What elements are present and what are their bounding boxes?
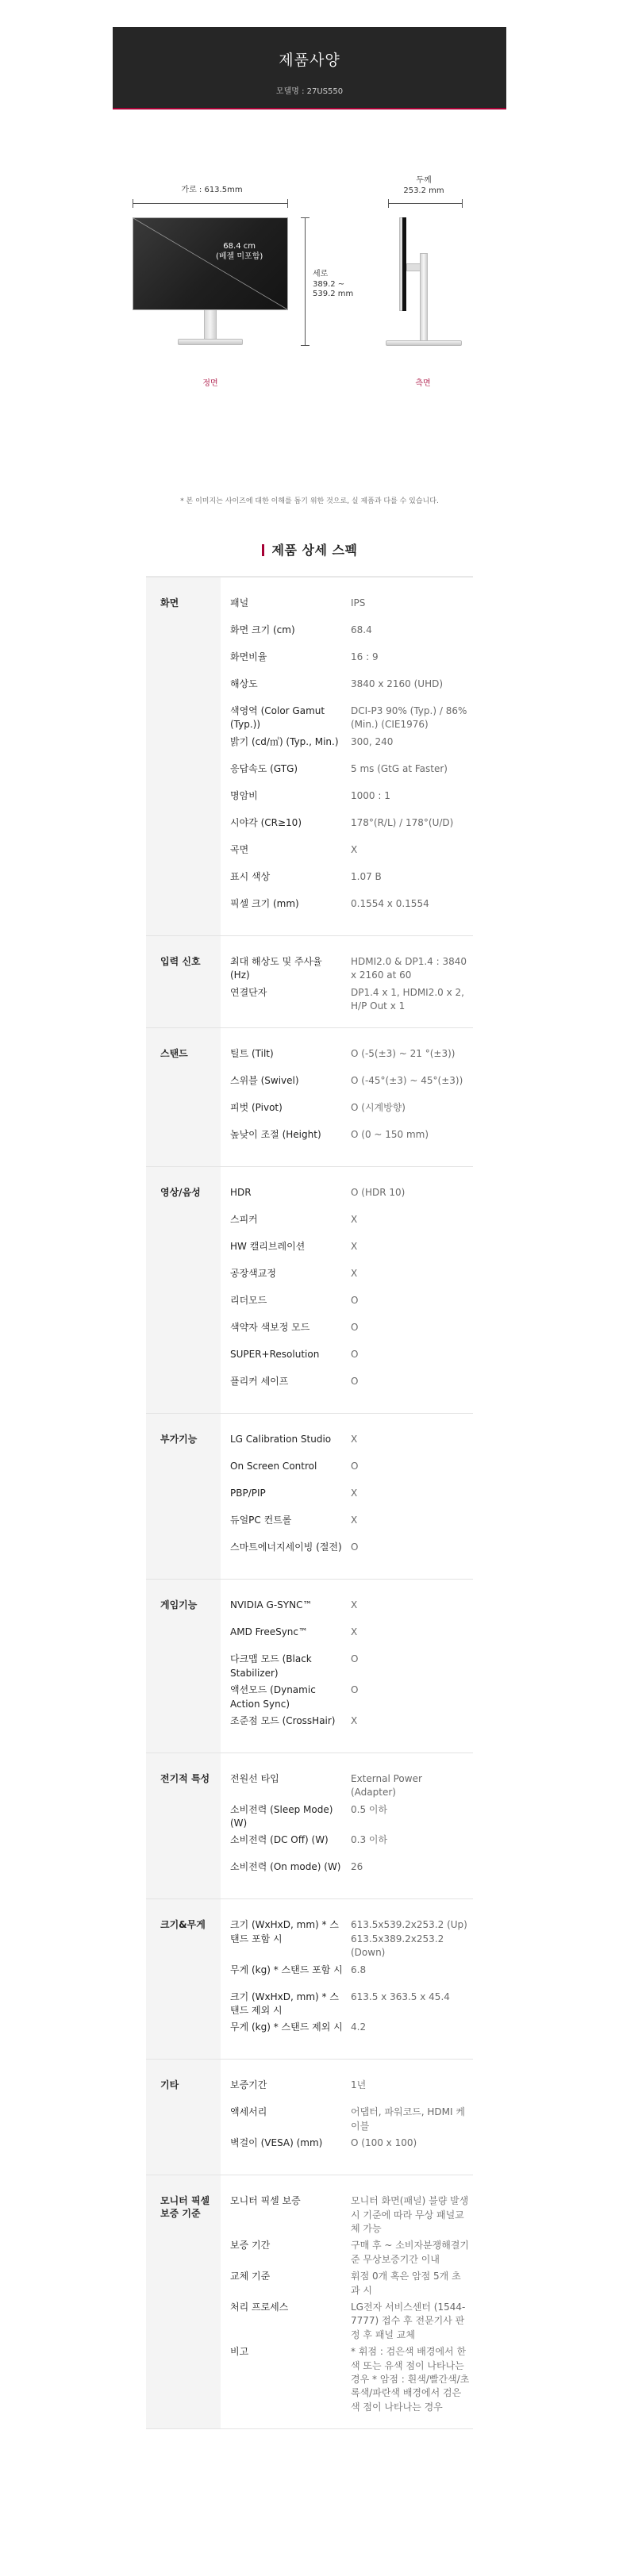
spec-row — [230, 1800, 473, 1831]
spec-row — [230, 813, 473, 840]
spec-key: 화면비율 — [230, 651, 267, 662]
spec-value: O — [351, 1349, 359, 1361]
spec-value: O (-5(±3) ~ 21 °(±3)) — [351, 1048, 456, 1060]
spec-value: 4.2 — [351, 2021, 367, 2033]
spec-row — [230, 1291, 473, 1318]
spec-value: O — [351, 1684, 359, 1696]
spec-row — [230, 1430, 473, 1457]
spec-section-body — [221, 1580, 473, 1753]
spec-value: 구매 후 ~ 소비자분쟁해결기준 무상보증기간 이내 — [351, 2240, 470, 2265]
spec-value: 68.4 — [351, 624, 372, 635]
spec-value: X — [351, 1268, 358, 1280]
spec-key: 화면 크기 (cm) — [230, 624, 295, 635]
spec-value: DP1.4 x 1, HDMI2.0 x 2, H/P Out x 1 — [351, 986, 464, 1012]
spec-key: 명암비 — [230, 789, 258, 801]
spec-row — [230, 732, 473, 759]
spec-key: 높낮이 조절 (Height) — [230, 1129, 321, 1141]
width-tick-right — [287, 199, 288, 208]
depth-label-line1: 두께 — [416, 176, 432, 185]
spec-section-label: 전기적 특성 — [146, 1753, 221, 1899]
spec-key: 피벗 (Pivot) — [230, 1102, 283, 1114]
spec-section-label: 크기&무게 — [146, 1899, 221, 2059]
spec-row — [230, 1538, 473, 1564]
spec-key: 스마트에너지세이빙 (절전) — [230, 1541, 342, 1553]
spec-value: X — [351, 1488, 358, 1499]
spec-key: LG Calibration Studio — [230, 1434, 332, 1445]
spec-value: * 휘점 : 검은색 배경에서 한색 또는 유색 점이 나타나는 경우 * 암점 : 흰색/빨간색/초록색/파란색 배경에서 검은색 점이 나타나는 경우 — [351, 2346, 470, 2413]
spec-key: 픽셀 크기 (mm) — [230, 897, 299, 909]
model-name: 모델명 : 27US550 — [275, 87, 344, 96]
spec-section-body — [221, 936, 473, 1028]
spec-value: External Power (Adapter) — [351, 1772, 422, 1799]
spec-row — [230, 1857, 473, 1884]
spec-table — [146, 576, 473, 2429]
side-stand-base — [386, 340, 462, 346]
height-tick-bottom — [301, 345, 310, 346]
spec-row — [230, 2191, 473, 2236]
spec-key: 소비전력 (On mode) (W) — [230, 1861, 341, 1873]
spec-section-body — [221, 2060, 473, 2175]
page-title: 제품사양 — [279, 52, 340, 69]
spec-section — [146, 1753, 473, 1900]
spec-key: 최대 해상도 및 주사율 (Hz) — [230, 955, 322, 981]
spec-row — [230, 1711, 473, 1738]
spec-value: O (-45°(±3) ~ 45°(±3)) — [351, 1075, 463, 1087]
spec-value: O (100 x 100) — [351, 2137, 417, 2149]
spec-key: PBP/PIP — [230, 1488, 266, 1499]
spec-section-body — [221, 2175, 473, 2428]
spec-row — [230, 1830, 473, 1857]
spec-value: O — [351, 1322, 359, 1334]
spec-value: O — [351, 1461, 359, 1472]
spec-key: 밝기 (cd/㎡) (Typ., Min.) — [230, 735, 339, 747]
spec-row — [230, 2017, 473, 2044]
spec-key: NVIDIA G-SYNC™ — [230, 1599, 313, 1611]
spec-row — [230, 1987, 473, 2018]
depth-tick-left — [388, 199, 389, 208]
spec-key: 시야각 (CR≥10) — [230, 816, 302, 828]
spec-key: 무게 (kg) * 스탠드 제외 시 — [230, 2021, 343, 2033]
spec-row — [230, 1622, 473, 1649]
spec-key: 비고 — [230, 2346, 249, 2358]
spec-value: X — [351, 1599, 358, 1611]
spec-key: On Screen Control — [230, 1461, 317, 1472]
spec-section — [146, 1028, 473, 1167]
spec-row — [230, 1372, 473, 1399]
spec-key: 모니터 픽셀 보증 — [230, 2195, 301, 2207]
spec-key: AMD FreeSync™ — [230, 1626, 309, 1638]
spec-section-body — [221, 1167, 473, 1413]
spec-row — [230, 1071, 473, 1098]
spec-section-label: 스탠드 — [146, 1028, 221, 1166]
spec-section — [146, 1414, 473, 1580]
spec-section — [146, 1580, 473, 1753]
spec-key: 색영역 (Color Gamut (Typ.)) — [230, 705, 325, 731]
spec-row — [230, 1264, 473, 1291]
spec-section-body — [221, 578, 473, 935]
spec-title-text: 제품 상세 스펙 — [271, 543, 358, 558]
spec-row — [230, 593, 473, 620]
spec-value: DCI-P3 90% (Typ.) / 86% (Min.) (CIE1976) — [351, 705, 467, 731]
spec-value: 6.8 — [351, 1964, 367, 1975]
spec-value: X — [351, 1626, 358, 1638]
side-stand-arm — [406, 263, 421, 271]
spec-value: O (시계방향) — [351, 1102, 406, 1114]
spec-row — [230, 1183, 473, 1210]
spec-section — [146, 578, 473, 936]
spec-row — [230, 1680, 473, 1711]
spec-value: O (HDR 10) — [351, 1187, 406, 1199]
spec-key: 무게 (kg) * 스탠드 포함 시 — [230, 1964, 343, 1975]
spec-value: 613.5x539.2x253.2 (Up) 613.5x389.2x253.2 (Down) — [351, 1919, 467, 1959]
spec-row — [230, 2075, 473, 2102]
depth-dimension-line — [388, 203, 463, 204]
spec-value: 모니터 화면(패널) 불량 발생 시 기준에 따라 무상 패널교체 가능 — [351, 2195, 469, 2234]
depth-label-line2: 253.2 mm — [403, 186, 444, 195]
spec-section — [146, 1899, 473, 2060]
spec-key: 곡면 — [230, 843, 249, 855]
spec-row — [230, 1044, 473, 1071]
spec-row — [230, 1125, 473, 1152]
image-disclaimer: * 본 이미지는 사이즈에 대한 이해를 돕기 위한 것으로, 실 제품과 다를 수 있습니다. — [180, 497, 439, 505]
spec-row — [230, 2133, 473, 2160]
spec-value: 1년 — [351, 2079, 367, 2091]
spec-value: 1.07 B — [351, 870, 382, 882]
spec-value: LG전자 서비스센터 (1544-7777) 접수 후 전문기사 판정 후 패널 교체 — [351, 2301, 466, 2340]
spec-key: 스피커 — [230, 1214, 258, 1226]
spec-row — [230, 647, 473, 674]
screen-size-note: (베젤 미포함) — [216, 252, 263, 261]
spec-key: 공장색교정 — [230, 1268, 276, 1280]
side-stand-neck — [420, 253, 428, 342]
spec-section-body — [221, 1414, 473, 1579]
spec-section — [146, 936, 473, 1029]
height-label — [313, 270, 353, 300]
spec-value: HDMI2.0 & DP1.4 : 3840 x 2160 at 60 — [351, 955, 467, 981]
spec-value: 0.5 이하 — [351, 1803, 388, 1815]
spec-row — [230, 1457, 473, 1484]
spec-key: 벽걸이 (VESA) (mm) — [230, 2137, 323, 2149]
spec-key: 듀얼PC 컨트롤 — [230, 1515, 292, 1526]
spec-section-label: 입력 신호 — [146, 936, 221, 1028]
spec-section-body — [221, 1899, 473, 2059]
spec-section — [146, 2175, 473, 2429]
spec-row — [230, 1649, 473, 1680]
spec-row — [230, 1345, 473, 1372]
title-accent-bar — [262, 544, 264, 556]
spec-key: 소비전력 (Sleep Mode) (W) — [230, 1803, 333, 1829]
side-view-label: 측면 — [415, 379, 431, 388]
spec-row — [230, 983, 473, 1014]
spec-row — [230, 2342, 473, 2414]
spec-key: 표시 색상 — [230, 870, 271, 882]
spec-key: SUPER+Resolution — [230, 1349, 320, 1361]
front-monitor-image — [133, 217, 288, 310]
spec-value: X — [351, 1714, 358, 1726]
depth-label — [392, 176, 456, 196]
spec-key: 리더모드 — [230, 1295, 267, 1307]
spec-value: O — [351, 1295, 359, 1307]
spec-key: 패널 — [230, 597, 249, 608]
spec-section-body — [221, 1028, 473, 1166]
spec-section-label: 영상/음성 — [146, 1167, 221, 1413]
spec-key: HDR — [230, 1187, 252, 1199]
spec-key: 보증기간 — [230, 2079, 267, 2091]
spec-row — [230, 1915, 473, 1960]
spec-key: 해상도 — [230, 678, 258, 689]
front-stand-base — [178, 339, 243, 345]
spec-row — [230, 2267, 473, 2298]
spec-value: X — [351, 1214, 358, 1226]
spec-row — [230, 2102, 473, 2133]
spec-section-body — [221, 1753, 473, 1899]
spec-row — [230, 1210, 473, 1237]
spec-row — [230, 620, 473, 647]
spec-key: 처리 프로세스 — [230, 2301, 289, 2313]
spec-key: 연결단자 — [230, 986, 267, 998]
height-tick-top — [301, 217, 310, 218]
height-label-line1: 세로 — [313, 270, 329, 278]
spec-value: 300, 240 — [351, 735, 394, 747]
spec-value: 3840 x 2160 (UHD) — [351, 678, 444, 689]
spec-section-label: 화면 — [146, 578, 221, 935]
height-label-line3: 539.2 mm — [313, 290, 354, 298]
spec-section — [146, 1167, 473, 1414]
width-label: 가로 : 613.5mm — [181, 186, 243, 194]
spec-value: 178°(R/L) / 178°(U/D) — [351, 816, 454, 828]
depth-tick-right — [462, 199, 463, 208]
spec-section-label: 게임기능 — [146, 1580, 221, 1753]
height-dimension-line — [305, 217, 306, 346]
spec-row — [230, 1484, 473, 1511]
spec-value: 어댑터, 파워코드, HDMI 케이블 — [351, 2106, 465, 2132]
spec-section-label: 모니터 픽셀 보증 기준 — [146, 2175, 221, 2428]
spec-key: 크기 (WxHxD, mm) * 스탠드 제외 시 — [230, 1991, 339, 2017]
spec-row — [230, 1595, 473, 1622]
spec-key: 보증 기간 — [230, 2240, 271, 2252]
spec-key: 조준점 모드 (CrossHair) — [230, 1714, 336, 1726]
spec-key: 다크맵 모드 (Black Stabilizer) — [230, 1653, 312, 1679]
spec-key: 스위블 (Swivel) — [230, 1075, 299, 1087]
spec-value: 0.3 이하 — [351, 1834, 388, 1846]
spec-value: 16 : 9 — [351, 651, 379, 662]
spec-key: 액세서리 — [230, 2106, 267, 2118]
spec-row — [230, 867, 473, 894]
spec-value: O — [351, 1541, 359, 1553]
spec-key: 색약자 색보정 모드 — [230, 1322, 310, 1334]
spec-row — [230, 2236, 473, 2267]
dimension-diagram — [0, 27, 619, 424]
spec-key: 교체 기준 — [230, 2271, 271, 2282]
spec-row — [230, 952, 473, 983]
spec-row — [230, 2298, 473, 2342]
front-view-label: 정면 — [202, 379, 218, 388]
spec-key: 소비전력 (DC Off) (W) — [230, 1834, 329, 1846]
spec-row — [230, 840, 473, 867]
spec-value: 26 — [351, 1861, 363, 1873]
spec-row — [230, 701, 473, 732]
spec-value: 휘점 0개 혹은 암점 5개 초과 시 — [351, 2271, 461, 2296]
spec-row — [230, 1237, 473, 1264]
spec-page — [0, 27, 619, 2429]
spec-key: 전원선 타입 — [230, 1772, 279, 1784]
spec-row — [230, 674, 473, 701]
diagonal-line — [133, 218, 287, 309]
spec-value: 0.1554 x 0.1554 — [351, 897, 429, 909]
spec-key: 플리커 세이프 — [230, 1376, 289, 1388]
spec-value: 613.5 x 363.5 x 45.4 — [351, 1991, 450, 2002]
spec-value: X — [351, 1434, 358, 1445]
spec-section — [146, 2060, 473, 2175]
spec-section-label: 기타 — [146, 2060, 221, 2175]
spec-key: 액션모드 (Dynamic Action Sync) — [230, 1684, 316, 1710]
spec-value: 5 ms (GtG at Faster) — [351, 762, 448, 774]
spec-section-title — [0, 540, 619, 559]
spec-value: X — [351, 1515, 358, 1526]
height-label-line2: 389.2 ~ — [313, 279, 345, 289]
spec-row — [230, 759, 473, 786]
spec-value: IPS — [351, 597, 366, 608]
spec-key: 응답속도 (GTG) — [230, 762, 298, 774]
spec-value: X — [351, 843, 358, 855]
spec-key: 틸트 (Tilt) — [230, 1048, 274, 1060]
spec-row — [230, 1511, 473, 1538]
spec-row — [230, 1318, 473, 1345]
screen-size-value: 68.4 cm — [223, 242, 256, 251]
spec-row — [230, 1098, 473, 1125]
spec-row — [230, 894, 473, 921]
spec-value: O (0 ~ 150 mm) — [351, 1129, 429, 1141]
spec-value: O — [351, 1653, 359, 1665]
spec-value: 1000 : 1 — [351, 789, 390, 801]
spec-row — [230, 1769, 473, 1800]
spec-key: HW 캘리브레이션 — [230, 1241, 306, 1253]
width-dimension-line — [133, 203, 288, 204]
spec-row — [230, 786, 473, 813]
spec-value: X — [351, 1241, 358, 1253]
spec-section-label: 부가기능 — [146, 1414, 221, 1579]
spec-value: O — [351, 1376, 359, 1388]
screen-size-label — [216, 241, 263, 262]
spec-row — [230, 1960, 473, 1987]
front-stand-neck — [204, 310, 217, 340]
spec-key: 크기 (WxHxD, mm) * 스탠드 포함 시 — [230, 1919, 339, 1944]
